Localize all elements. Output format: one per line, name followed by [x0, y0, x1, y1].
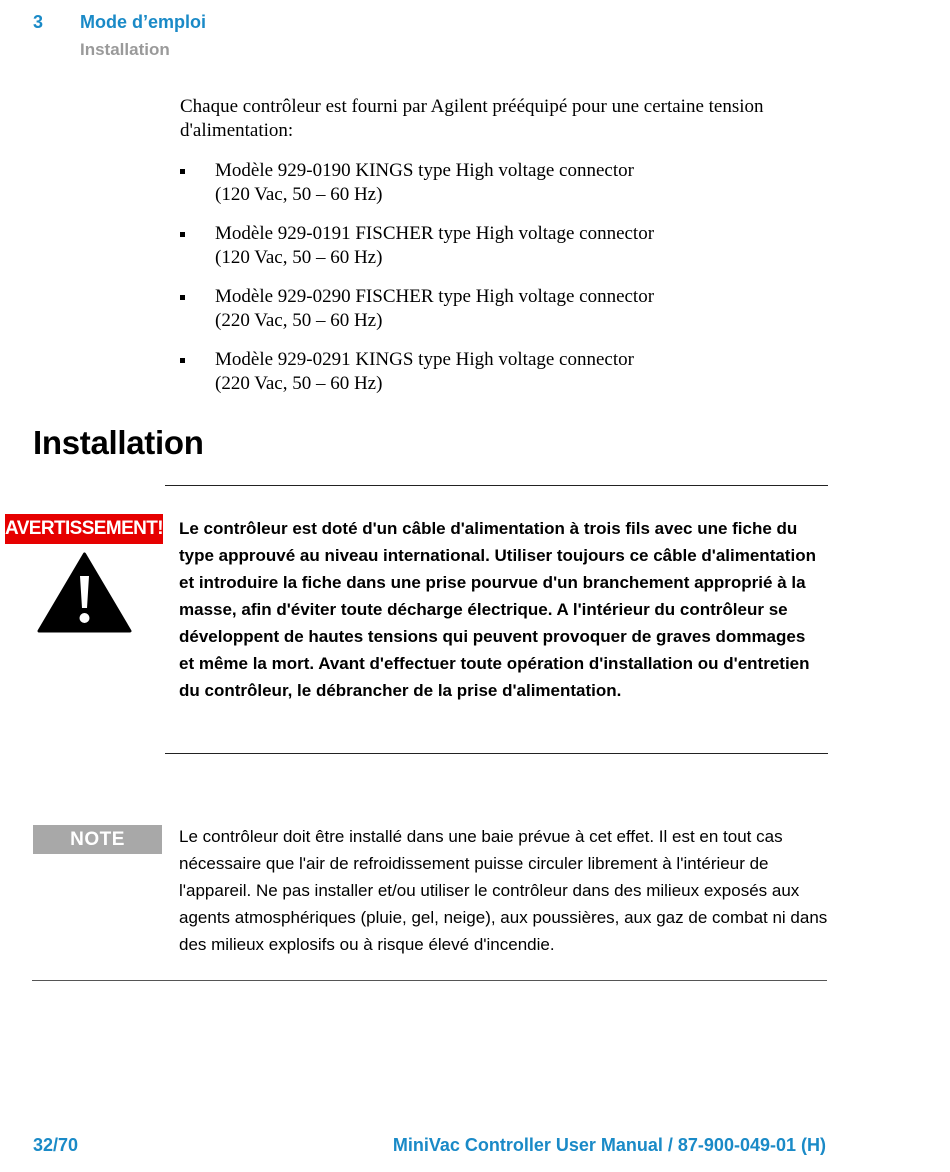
warning-triangle-icon	[36, 552, 133, 634]
list-item	[180, 348, 800, 396]
bullet-icon	[180, 358, 185, 363]
model-name: Modèle 929-0290 FISCHER type High voltage connector	[215, 286, 655, 307]
warning-text: Le contrôleur est doté d'un câble d'alimentation à trois fils avec une fiche du type approuvé au niveau international. Utiliser toujours ce câble d'alimentation et introduire la fiche dans une prise pourvue d'un branchement approprié à la masse, afin d'éviter toute décharge électrique. A l'intérieur du contrôleur se développent de hautes tensions qui peuvent provoquer de graves dommages et même la mort. Avant d'effectuer toute opération d'installation ou d'entretien du contrôleur, le débrancher de la prise d'alimentation.	[179, 519, 816, 700]
model-spec: (120 Vac, 50 – 60 Hz)	[215, 184, 383, 205]
chapter-number: 3	[33, 12, 44, 32]
section-subtitle: Installation	[80, 40, 170, 59]
page-number: 32/70	[33, 1135, 79, 1155]
divider	[165, 753, 828, 754]
intro-paragraph: Chaque contrôleur est fourni par Agilent prééquipé pour une certaine tension d'alimentation:	[180, 96, 764, 141]
note-text: Le contrôleur doit être installé dans une baie prévue à cet effet. Il est en tout cas nécessaire que l'air de refroidissement puisse circuler librement à l'intérieur de l'appareil. Ne pas installer et/ou utiliser le contrôleur dans des milieux exposés aux agents atmosphériques (pluie, gel, neige), aux poussières, aux gaz de combat ni dans des milieux explosifs ou à risque élevé d'incendie.	[179, 827, 828, 954]
chapter-title: Mode d’emploi	[80, 12, 206, 32]
list-item	[180, 222, 800, 270]
model-spec: (220 Vac, 50 – 60 Hz)	[215, 373, 383, 394]
warning-label: AVERTISSEMENT!	[5, 514, 163, 544]
note-label: NOTE	[33, 825, 162, 854]
bullet-icon	[180, 169, 185, 174]
model-name: Modèle 929-0291 KINGS type High voltage connector	[215, 349, 634, 370]
list-item	[180, 285, 800, 333]
list-item	[180, 159, 800, 207]
model-spec: (220 Vac, 50 – 60 Hz)	[215, 310, 383, 331]
model-name: Modèle 929-0191 FISCHER type High voltage connector	[215, 223, 655, 244]
model-list	[180, 159, 800, 411]
section-heading: Installation	[33, 424, 204, 461]
model-name: Modèle 929-0190 KINGS type High voltage connector	[215, 160, 634, 181]
bullet-icon	[180, 232, 185, 237]
model-spec: (120 Vac, 50 – 60 Hz)	[215, 247, 383, 268]
divider	[32, 980, 827, 981]
bullet-icon	[180, 295, 185, 300]
divider	[165, 485, 828, 486]
document-title: MiniVac Controller User Manual / 87-900-049-01 (H)	[392, 1135, 826, 1155]
